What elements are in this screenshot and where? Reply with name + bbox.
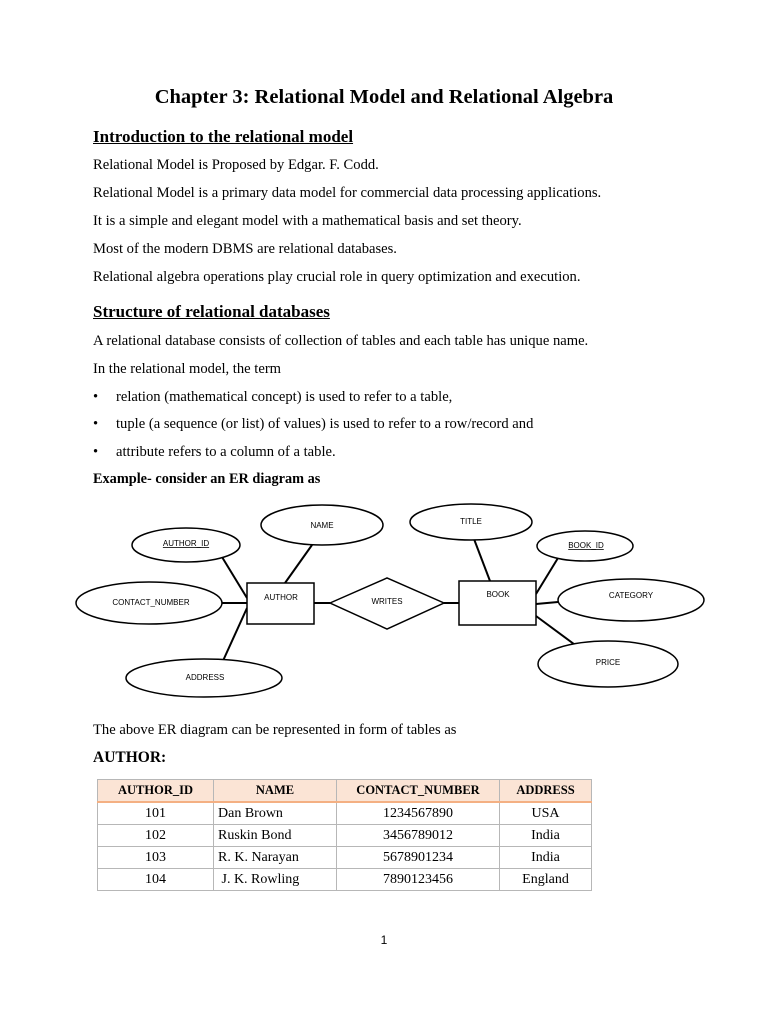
bullet-text: relation (mathematical concept) is used to refer to a table, (116, 389, 453, 405)
structure-heading: Structure of relational databases (93, 302, 330, 321)
label-author-entity: AUTHOR (264, 593, 298, 603)
table-cell: 102 (98, 825, 214, 847)
intro-heading: Introduction to the relational model (93, 127, 354, 146)
intro-paragraph: Most of the modern DBMS are relational databases. (93, 241, 397, 257)
label-name: NAME (310, 521, 334, 531)
table-row (98, 869, 592, 891)
author-table (97, 779, 592, 891)
bullet-item (93, 389, 452, 406)
column-header: ADDRESS (500, 780, 592, 803)
bullet-item (93, 444, 336, 461)
table-intro: The above ER diagram can be represented in form of tables as (93, 722, 457, 738)
label-address: ADDRESS (185, 673, 225, 683)
table-row (98, 825, 592, 847)
connector-author-id (222, 557, 247, 598)
table-cell: England (500, 869, 592, 891)
author-table-label: AUTHOR: (93, 749, 167, 766)
label-book-entity: BOOK (486, 590, 510, 600)
table-cell: R. K. Narayan (214, 847, 337, 869)
connector-book-id (536, 558, 558, 594)
table-row (98, 802, 592, 825)
table-cell: India (500, 847, 592, 869)
table-cell: 103 (98, 847, 214, 869)
intro-paragraph: Relational Model is a primary data model for commercial data processing applications. (93, 185, 602, 201)
table-cell: USA (500, 802, 592, 825)
structure-paragraph: In the relational model, the term (93, 361, 282, 377)
bullet-glyph: • (93, 416, 99, 432)
table-cell: Ruskin Bond (214, 825, 337, 847)
table-row (98, 847, 592, 869)
column-header: AUTHOR_ID (98, 780, 214, 803)
table-cell: 3456789012 (337, 825, 500, 847)
column-header: CONTACT_NUMBER (337, 780, 500, 803)
intro-paragraph: Relational Model is Proposed by Edgar. F. Codd. (93, 157, 379, 173)
label-book-id: BOOK_ID (568, 541, 604, 551)
example-label: Example- consider an ER diagram as (93, 471, 321, 487)
bullet-item (93, 416, 533, 433)
column-header: NAME (214, 780, 337, 803)
label-price: PRICE (595, 658, 621, 668)
er-diagram (0, 500, 768, 710)
label-category: CATEGORY (608, 591, 654, 601)
table-cell: 104 (98, 869, 214, 891)
table-cell: J. K. Rowling (214, 869, 337, 891)
connector-name (285, 545, 312, 583)
table-cell: 7890123456 (337, 869, 500, 891)
label-contact-number: CONTACT_NUMBER (112, 598, 190, 608)
table-cell: 101 (98, 802, 214, 825)
connector-address (222, 608, 247, 663)
page-number: 1 (380, 933, 388, 947)
connector-title (474, 539, 490, 581)
bullet-glyph: • (93, 389, 99, 405)
intro-paragraph: Relational algebra operations play crucial role in query optimization and execution. (93, 269, 581, 285)
table-cell: Dan Brown (214, 802, 337, 825)
table-cell: India (500, 825, 592, 847)
table-cell: 1234567890 (337, 802, 500, 825)
structure-paragraph: A relational database consists of collection of tables and each table has unique name. (93, 333, 589, 349)
label-author-id: AUTHOR_ID (162, 539, 210, 549)
label-title: TITLE (460, 517, 482, 527)
entity-author (247, 583, 314, 624)
label-writes: WRITES (371, 597, 403, 607)
table-cell: 5678901234 (337, 847, 500, 869)
intro-paragraph: It is a simple and elegant model with a mathematical basis and set theory. (93, 213, 522, 229)
entity-book (459, 581, 536, 625)
bullet-text: attribute refers to a column of a table. (116, 444, 336, 460)
table-header-row (98, 780, 592, 803)
connector-category (536, 602, 558, 604)
chapter-title: Chapter 3: Relational Model and Relational Algebra (154, 86, 614, 108)
bullet-glyph: • (93, 444, 99, 460)
bullet-text: tuple (a sequence (or list) of values) is used to refer to a row/record and (116, 416, 534, 432)
